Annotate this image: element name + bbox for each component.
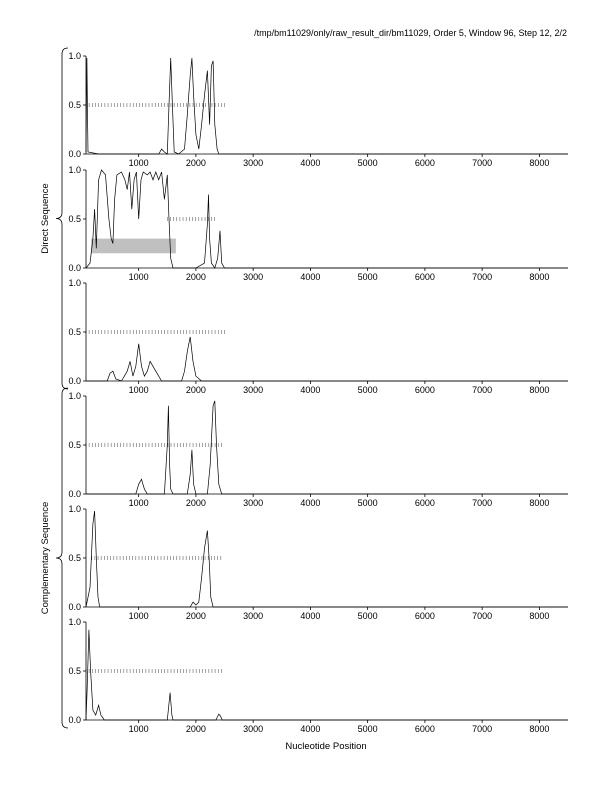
x-tick-label: 8000 xyxy=(529,385,550,395)
stop-codon-bar xyxy=(91,239,176,254)
complementary-sequence-group xyxy=(40,388,68,728)
series-line xyxy=(86,337,568,381)
y-tick-label: 0.5 xyxy=(68,553,81,563)
x-tick-label: 1000 xyxy=(128,158,149,168)
x-tick-label: 6000 xyxy=(414,158,435,168)
x-tick-label: 3000 xyxy=(243,272,264,282)
x-tick-label: 7000 xyxy=(472,498,493,508)
x-tick-label: 4000 xyxy=(300,611,321,621)
x-tick-label: 3000 xyxy=(243,158,264,168)
y-tick-label: 0.0 xyxy=(68,715,81,725)
x-tick-label: 7000 xyxy=(472,724,493,734)
y-tick-label: 0.5 xyxy=(68,666,81,676)
x-tick-label: 2000 xyxy=(185,272,206,282)
x-tick-label: 4000 xyxy=(300,385,321,395)
x-tick-label: 5000 xyxy=(357,498,378,508)
y-tick-label: 0.5 xyxy=(68,100,81,110)
x-tick-label: 8000 xyxy=(529,724,550,734)
y-tick-label: 0.0 xyxy=(68,263,81,273)
half-level-marks xyxy=(86,330,225,334)
y-tick-label: 0.0 xyxy=(68,149,81,159)
x-tick-label: 6000 xyxy=(414,724,435,734)
x-tick-label: 2000 xyxy=(185,498,206,508)
x-tick-label: 3000 xyxy=(243,724,264,734)
x-tick-label: 3000 xyxy=(243,611,264,621)
group-label: Complementary Sequence xyxy=(40,501,51,615)
group-label: Direct Sequence xyxy=(40,183,51,254)
y-tick-label: 0.0 xyxy=(68,489,81,499)
x-tick-label: 7000 xyxy=(472,385,493,395)
x-tick-label: 2000 xyxy=(185,724,206,734)
y-tick-label: 1.0 xyxy=(68,504,81,514)
x-tick-label: 2000 xyxy=(185,158,206,168)
y-tick-label: 0.0 xyxy=(68,376,81,386)
group-bracket xyxy=(56,48,68,389)
x-tick-label: 6000 xyxy=(414,272,435,282)
x-tick-label: 5000 xyxy=(357,385,378,395)
x-tick-label: 4000 xyxy=(300,158,321,168)
half-level-marks xyxy=(86,443,221,447)
complement-frame-1 xyxy=(68,391,568,508)
y-tick-label: 1.0 xyxy=(68,165,81,175)
direct-sequence-group xyxy=(40,48,68,389)
x-tick-label: 8000 xyxy=(529,272,550,282)
series-line xyxy=(86,630,568,720)
series-line xyxy=(86,401,568,494)
x-tick-label: 6000 xyxy=(414,385,435,395)
half-level-marks xyxy=(92,556,221,560)
x-tick-label: 7000 xyxy=(472,611,493,621)
complement-frame-2 xyxy=(68,504,568,621)
x-axis-label: Nucleotide Position xyxy=(285,741,367,752)
x-tick-label: 5000 xyxy=(357,272,378,282)
x-tick-label: 5000 xyxy=(357,724,378,734)
half-level-marks xyxy=(86,669,221,673)
complement-frame-3 xyxy=(68,617,568,734)
group-bracket xyxy=(56,388,68,728)
chart-title: /tmp/bm11029/only/raw_result_dir/bm11029, Order 5, Window 96, Step 12, 2/2 xyxy=(254,28,567,38)
x-tick-label: 6000 xyxy=(414,498,435,508)
x-tick-label: 8000 xyxy=(529,158,550,168)
chart-panels xyxy=(68,51,568,734)
y-tick-label: 1.0 xyxy=(68,617,81,627)
x-tick-label: 8000 xyxy=(529,498,550,508)
y-tick-label: 0.5 xyxy=(68,327,81,337)
x-tick-label: 1000 xyxy=(128,724,149,734)
series-line xyxy=(86,511,568,607)
x-tick-label: 1000 xyxy=(128,385,149,395)
x-tick-label: 3000 xyxy=(243,498,264,508)
x-tick-label: 3000 xyxy=(243,385,264,395)
x-tick-label: 7000 xyxy=(472,158,493,168)
x-tick-label: 4000 xyxy=(300,498,321,508)
sequence-group-brackets xyxy=(40,48,68,728)
x-tick-label: 5000 xyxy=(357,611,378,621)
direct-frame-2 xyxy=(68,165,568,282)
x-tick-label: 8000 xyxy=(529,611,550,621)
x-tick-label: 1000 xyxy=(128,272,149,282)
y-tick-label: 0.5 xyxy=(68,440,81,450)
x-tick-label: 2000 xyxy=(185,611,206,621)
y-tick-label: 1.0 xyxy=(68,391,81,401)
y-tick-label: 0.5 xyxy=(68,214,81,224)
y-tick-label: 1.0 xyxy=(68,278,81,288)
x-tick-label: 2000 xyxy=(185,385,206,395)
y-tick-label: 1.0 xyxy=(68,51,81,61)
x-tick-label: 5000 xyxy=(357,158,378,168)
x-tick-label: 7000 xyxy=(472,272,493,282)
x-tick-label: 1000 xyxy=(128,498,149,508)
x-tick-label: 4000 xyxy=(300,272,321,282)
y-tick-label: 0.0 xyxy=(68,602,81,612)
x-tick-label: 1000 xyxy=(128,611,149,621)
x-tick-label: 6000 xyxy=(414,611,435,621)
direct-frame-1 xyxy=(68,51,568,168)
direct-frame-3 xyxy=(68,278,568,395)
x-tick-label: 4000 xyxy=(300,724,321,734)
